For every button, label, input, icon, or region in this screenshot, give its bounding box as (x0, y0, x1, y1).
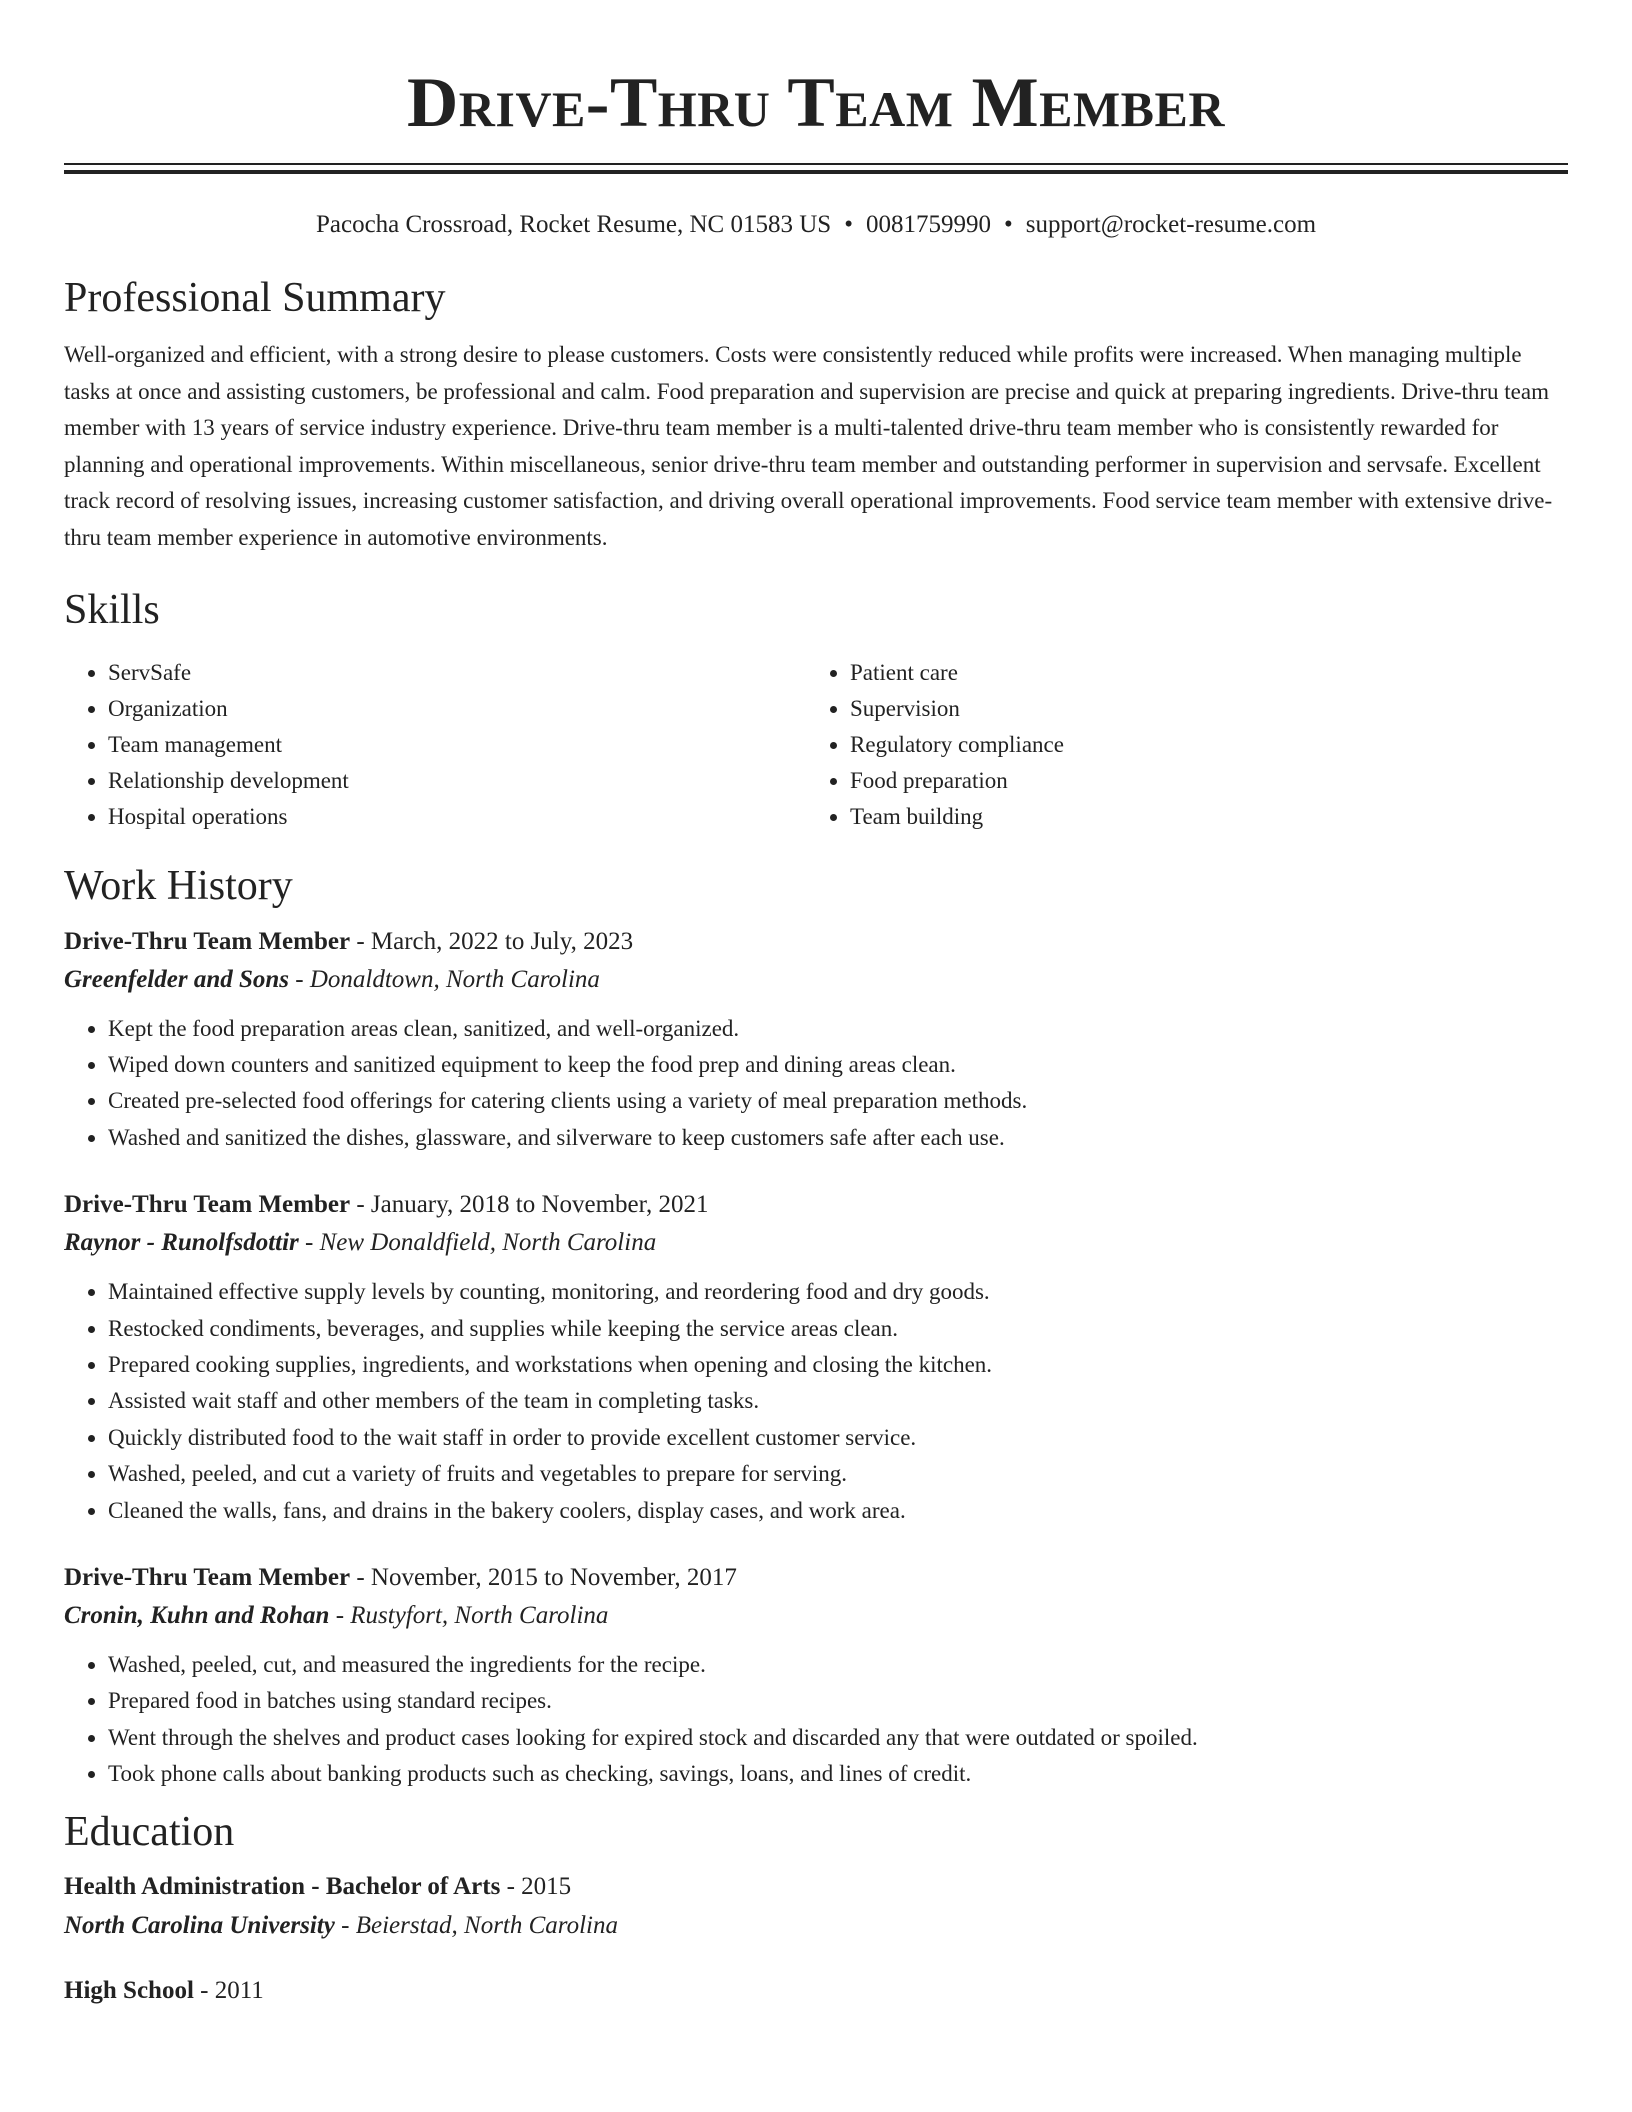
job-bullet: • Kept the food preparation areas clean, sanitized, and well-organized. (108, 1011, 1568, 1047)
job-entry (64, 1559, 1568, 1793)
contact-separator: • (1003, 211, 1013, 238)
job-dates: - January, 2018 to November, 2021 (350, 1191, 709, 1219)
title-divider-top (64, 163, 1568, 165)
job-company: Raynor - Runolfsdottir (64, 1229, 299, 1257)
job-bullets (64, 1647, 1568, 1793)
job-title: Drive-Thru Team Member (64, 927, 351, 955)
job-bullet: • Created pre-selected food offerings for catering clients using a variety of meal preparation methods. (108, 1083, 1568, 1119)
contact-address: Pacocha Crossroad, Rocket Resume, NC 01583 US (315, 211, 832, 238)
job-company-line (64, 1224, 1568, 1262)
job-entry (64, 923, 1568, 1157)
skill-item: • Patient care (850, 655, 1548, 691)
job-bullet: • Washed, peeled, and cut a variety of fruits and vegetables to prepare for serving. (108, 1456, 1568, 1492)
job-dates: - November, 2015 to November, 2017 (350, 1564, 737, 1592)
job-bullet: • Prepared cooking supplies, ingredients, and workstations when opening and closing the kitchen. (108, 1347, 1568, 1383)
skill-item: • Relationship development (108, 763, 806, 799)
education-year: - 2011 (193, 1976, 264, 2004)
job-bullet: • Maintained effective supply levels by counting, monitoring, and reordering food and dry goods. (108, 1274, 1568, 1310)
education-entry (64, 1867, 1568, 1945)
education-degree: High School (64, 1976, 194, 2004)
job-company: Greenfelder and Sons (64, 965, 290, 993)
summary-text: Well-organized and efficient, with a strong desire to please customers. Costs were consistently reduced while profits were increased. When managing multiple tasks at once and assisting customers, be professional and calm. Food preparation and supervision are precise and quick at preparing ingredients. Drive-thru team member with 13 years of service industry experience. Drive-thru team member is a multi-talented drive-thru team member who is consistently rewarded for planning and operational improvements. Within miscellaneous, senior drive-thru team member and outstanding performer in supervision and servsafe. Excellent track record of resolving issues, increasing customer satisfaction, and driving overall operational improvements. Food service team member with extensive drive-thru team member experience in automotive environments. (64, 342, 1553, 550)
job-title-line (64, 1559, 1568, 1597)
education-school: North Carolina University (64, 1911, 335, 1939)
job-bullet: • Washed, peeled, cut, and measured the ingredients for the recipe. (108, 1647, 1568, 1683)
job-title: Drive-Thru Team Member (64, 1191, 351, 1219)
job-location: - New Donaldfield, North Carolina (298, 1229, 657, 1257)
title-divider-bottom (64, 170, 1568, 174)
job-bullets (64, 1011, 1568, 1157)
contact-separator: • (844, 211, 853, 238)
job-bullets (64, 1274, 1568, 1529)
skills-left-column (64, 655, 806, 835)
job-location: - Rustyfort, North Carolina (329, 1602, 609, 1630)
job-bullet: • Quickly distributed food to the wait staff in order to provide excellent customer service. (108, 1420, 1568, 1456)
job-title-line (64, 1186, 1568, 1224)
skills-heading: Skills (64, 586, 160, 633)
job-location: - Donaldtown, North Carolina (289, 965, 600, 993)
job-bullet: • Went through the shelves and product cases looking for expired stock and discarded any that were outdated or spoiled. (108, 1720, 1568, 1756)
job-company-line (64, 1597, 1568, 1635)
skill-item: • Team building (850, 799, 1548, 835)
skill-item: • Hospital operations (108, 799, 806, 835)
skills-grid (64, 655, 1568, 835)
contact-phone: 0081759990 (865, 211, 991, 238)
job-bullet: • Wiped down counters and sanitized equipment to keep the food prep and dining areas clean. (108, 1047, 1568, 1083)
job-bullet: • Cleaned the walls, fans, and drains in the bakery coolers, display cases, and work area. (108, 1493, 1568, 1529)
job-entry (64, 1186, 1568, 1529)
job-title: Drive-Thru Team Member (64, 1564, 351, 1592)
job-bullet: • Assisted wait staff and other members of the team in completing tasks. (108, 1383, 1568, 1419)
skill-item: • Food preparation (850, 763, 1548, 799)
contact-line (64, 209, 1568, 241)
skill-item: • Organization (108, 691, 806, 727)
education-degree: Health Administration - Bachelor of Arts (64, 1872, 501, 1900)
skill-item: • Supervision (850, 691, 1548, 727)
job-bullet: • Prepared food in batches using standard recipes. (108, 1683, 1568, 1719)
education-degree-line (64, 1971, 1568, 2011)
job-bullet: • Restocked condiments, beverages, and supplies while keeping the service areas clean. (108, 1311, 1568, 1347)
job-bullet: • Washed and sanitized the dishes, glassware, and silverware to keep customers safe after each use. (108, 1120, 1568, 1156)
job-company-line (64, 961, 1568, 999)
education-heading: Education (64, 1808, 235, 1855)
job-bullet: • Took phone calls about banking products such as checking, savings, loans, and lines of credit. (108, 1756, 1568, 1792)
resume-title: Drive-Thru Team Member (407, 64, 1225, 142)
skill-item: • Regulatory compliance (850, 727, 1548, 763)
work-history-heading: Work History (64, 862, 293, 909)
skill-item: • ServSafe (108, 655, 806, 691)
job-title-line (64, 923, 1568, 961)
job-dates: - March, 2022 to July, 2023 (350, 927, 634, 955)
education-school-line (64, 1907, 1568, 1945)
education-entry (64, 1971, 1568, 2011)
skill-item: • Team management (108, 727, 806, 763)
summary-heading: Professional Summary (64, 275, 446, 321)
job-company: Cronin, Kuhn and Rohan (64, 1602, 330, 1630)
skills-right-column (806, 655, 1548, 835)
education-year: - 2015 (500, 1872, 572, 1900)
education-location: - Beierstad, North Carolina (334, 1911, 618, 1939)
education-degree-line (64, 1867, 1568, 1907)
contact-email: support@rocket-resume.com (1025, 211, 1317, 238)
